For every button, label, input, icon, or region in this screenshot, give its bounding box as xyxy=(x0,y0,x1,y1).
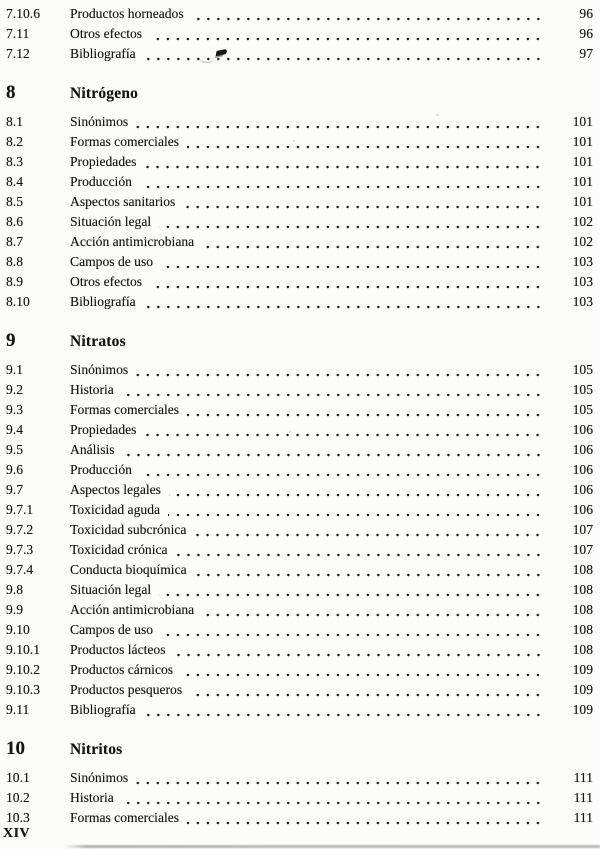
toc-entry-title: Formas comerciales xyxy=(70,402,180,417)
toc-entry-page: 101 xyxy=(572,194,593,209)
toc-entry xyxy=(6,788,593,808)
dot-leader xyxy=(123,453,543,457)
scan-speck xyxy=(436,114,439,116)
toc-entry-page: 96 xyxy=(579,26,593,41)
toc-entry-page: 102 xyxy=(572,214,593,229)
toc-entry xyxy=(6,400,593,420)
toc-entry-page: 106 xyxy=(572,442,593,457)
toc-entry xyxy=(6,660,593,680)
toc-section-heading xyxy=(6,330,593,352)
toc-entry-number: 9.4 xyxy=(6,422,23,437)
toc-entry xyxy=(6,620,593,640)
toc-entry xyxy=(6,600,593,620)
toc-entry xyxy=(6,192,593,212)
toc-entry-page: 108 xyxy=(572,602,593,617)
toc-entry-title: Formas comerciales xyxy=(70,134,180,149)
dot-leader xyxy=(187,821,543,825)
toc-entry-title: Campos de uso xyxy=(70,622,154,637)
dot-leader xyxy=(187,145,543,149)
toc-entry-page: 101 xyxy=(572,134,593,149)
scan-speck xyxy=(289,431,291,433)
toc-entry xyxy=(6,480,593,500)
toc-entry-number: 8.5 xyxy=(6,194,23,209)
toc-entry-title: Acción antimicrobiana xyxy=(70,234,195,249)
toc-entry xyxy=(6,640,593,660)
toc-entry-title: Historia xyxy=(70,790,114,805)
toc-entry-title: Aspectos legales xyxy=(70,482,161,497)
toc-entry-title: Historia xyxy=(70,382,114,397)
dot-leader xyxy=(144,165,543,169)
toc-entry-title: Toxicidad aguda xyxy=(70,502,161,517)
section-title: Nitritos xyxy=(70,741,123,758)
toc-entry-page: 106 xyxy=(572,502,593,517)
toc-entry xyxy=(6,112,593,132)
toc-entry-title: Otros efectos xyxy=(70,274,143,289)
toc-entry-number: 10.1 xyxy=(6,770,30,785)
toc-entry-page: 106 xyxy=(572,482,593,497)
toc-entry-page: 101 xyxy=(572,114,593,129)
toc-entry-page: 105 xyxy=(572,382,593,397)
toc-entry-title: Sinónimos xyxy=(70,770,129,785)
toc-entry-page: 107 xyxy=(572,522,593,537)
toc-entry-number: 9.9 xyxy=(6,602,23,617)
toc-entry xyxy=(6,500,593,520)
toc-entry-page: 102 xyxy=(572,234,593,249)
toc-entry-number: 9.3 xyxy=(6,402,23,417)
toc-entry-title: Bibliografía xyxy=(70,294,136,309)
toc-entry-page: 96 xyxy=(579,6,593,21)
toc-entry-page: 111 xyxy=(573,810,593,825)
toc-section-heading xyxy=(6,738,593,760)
toc-entry-title: Productos pesqueros xyxy=(70,682,183,697)
toc-entry-title: Bibliografía xyxy=(70,46,136,61)
dot-leader xyxy=(159,225,543,229)
toc-entry xyxy=(6,232,593,252)
toc-entry xyxy=(6,520,593,540)
scan-edge-bar xyxy=(65,845,600,848)
dot-leader xyxy=(176,553,543,557)
toc-entry-title: Conducta bioquímica xyxy=(70,562,187,577)
toc-entry-page: 106 xyxy=(572,462,593,477)
toc-entry-page: 108 xyxy=(572,562,593,577)
toc-entry xyxy=(6,420,593,440)
dot-leader xyxy=(140,473,543,477)
dot-leader xyxy=(161,633,543,637)
toc-section-heading xyxy=(6,82,593,104)
toc-entry-title: Propiedades xyxy=(70,422,137,437)
toc-entry-page: 108 xyxy=(572,642,593,657)
toc-entry xyxy=(6,380,593,400)
toc-entry-title: Propiedades xyxy=(70,154,137,169)
dot-leader xyxy=(202,245,543,249)
toc-entry-number: 8.2 xyxy=(6,134,23,149)
scan-speck xyxy=(293,140,295,142)
toc-entry-number: 8.7 xyxy=(6,234,23,249)
toc-entry-title: Bibliografía xyxy=(70,702,136,717)
toc-entry-page: 101 xyxy=(572,154,593,169)
toc-entry-number: 9.7.3 xyxy=(6,542,34,557)
toc-entry-page: 101 xyxy=(572,174,593,189)
toc-entry xyxy=(6,252,593,272)
dot-leader xyxy=(161,265,543,269)
dot-leader xyxy=(187,413,543,417)
toc-entry-number: 8.4 xyxy=(6,174,23,189)
toc-entry-title: Campos de uso xyxy=(70,254,154,269)
dot-leader xyxy=(144,305,543,309)
toc-entry-title: Análisis xyxy=(70,442,115,457)
toc-entry-number: 8.9 xyxy=(6,274,23,289)
toc-entry xyxy=(6,292,593,312)
dot-leader xyxy=(150,37,543,41)
dot-leader xyxy=(144,433,543,437)
toc-entry xyxy=(6,808,593,828)
toc-entry xyxy=(6,360,593,380)
toc-entry-number: 8.3 xyxy=(6,154,23,169)
toc-entry-page: 97 xyxy=(579,46,593,61)
toc-entry-title: Aspectos sanitarios xyxy=(70,194,176,209)
dot-leader xyxy=(190,693,543,697)
toc-entry-number: 10.2 xyxy=(6,790,30,805)
toc-entry-number: 8.8 xyxy=(6,254,23,269)
toc-entry xyxy=(6,700,593,720)
dot-leader xyxy=(174,653,543,657)
toc-entry xyxy=(6,460,593,480)
toc-entry xyxy=(6,44,593,64)
toc-entry-number: 9.8 xyxy=(6,582,23,597)
toc-entry-page: 109 xyxy=(572,662,593,677)
toc-entry-page: 108 xyxy=(572,622,593,637)
dot-leader xyxy=(136,125,543,129)
toc-entry-page: 108 xyxy=(572,582,593,597)
toc-entry-number: 8.1 xyxy=(6,114,23,129)
dot-leader xyxy=(122,801,543,805)
dot-leader xyxy=(144,713,543,717)
dot-leader xyxy=(150,285,543,289)
toc-entry-number: 9.6 xyxy=(6,462,23,477)
toc-entry-page: 109 xyxy=(572,682,593,697)
toc-entry-title: Toxicidad subcrónica xyxy=(70,522,187,537)
toc-entry-number: 9.5 xyxy=(6,442,23,457)
toc-entry-title: Productos cárnicos xyxy=(70,662,174,677)
dot-leader xyxy=(136,781,543,785)
section-number: 8 xyxy=(6,82,16,103)
toc-entry-number: 9.11 xyxy=(6,702,30,717)
toc-entry-title: Productos lácteos xyxy=(70,642,166,657)
dot-leader xyxy=(183,205,543,209)
toc-entry-page: 105 xyxy=(572,402,593,417)
dot-leader xyxy=(195,573,543,577)
toc-entry-title: Toxicidad crónica xyxy=(70,542,168,557)
toc-entry xyxy=(6,132,593,152)
toc-entry xyxy=(6,272,593,292)
page-number-label: XIV xyxy=(3,826,31,841)
toc-entry-page: 106 xyxy=(572,422,593,437)
dot-leader xyxy=(122,393,543,397)
toc-entry-page: 111 xyxy=(573,790,593,805)
toc-entry-number: 9.10.2 xyxy=(6,662,40,677)
toc-entry-page: 103 xyxy=(572,254,593,269)
toc-entry-page: 107 xyxy=(572,542,593,557)
toc-entry-number: 9.10 xyxy=(6,622,30,637)
toc-entry xyxy=(6,4,593,24)
toc-entry-page: 105 xyxy=(572,362,593,377)
dot-leader xyxy=(194,533,543,537)
toc-entry-title: Formas comerciales xyxy=(70,810,180,825)
section-title: Nitratos xyxy=(70,333,126,350)
dot-leader xyxy=(136,373,543,377)
toc-entry xyxy=(6,152,593,172)
toc-entry xyxy=(6,680,593,700)
toc-entry-number: 9.7.1 xyxy=(6,502,34,517)
toc-entry-page: 103 xyxy=(572,294,593,309)
dot-leader xyxy=(181,673,543,677)
dot-leader xyxy=(169,493,543,497)
toc-entry-number: 7.12 xyxy=(6,46,30,61)
toc-entry xyxy=(6,768,593,788)
toc-entry-number: 8.6 xyxy=(6,214,23,229)
toc-entry-title: Otros efectos xyxy=(70,26,143,41)
toc-entry-page: 103 xyxy=(572,274,593,289)
toc-entry xyxy=(6,172,593,192)
toc-entry-title: Situación legal xyxy=(70,582,152,597)
section-title: Nitrógeno xyxy=(70,85,139,102)
dot-leader xyxy=(140,185,543,189)
dot-leader xyxy=(202,613,543,617)
toc-entry-page: 111 xyxy=(573,770,593,785)
toc-entry-number: 9.7.4 xyxy=(6,562,34,577)
toc-entry-title: Sinónimos xyxy=(70,114,129,129)
toc-entry-title: Acción antimicrobiana xyxy=(70,602,195,617)
dot-leader xyxy=(168,513,543,517)
toc-entry-number: 7.10.6 xyxy=(6,6,40,21)
toc-entry-number: 8.10 xyxy=(6,294,30,309)
dot-leader xyxy=(159,593,543,597)
toc-entry xyxy=(6,440,593,460)
toc-entry-number: 10.3 xyxy=(6,810,30,825)
toc-entry-number: 9.1 xyxy=(6,362,23,377)
toc-entry xyxy=(6,580,593,600)
toc-entry-number: 9.10.3 xyxy=(6,682,40,697)
section-number: 10 xyxy=(6,738,25,759)
toc-entry xyxy=(6,24,593,44)
toc-entry-title: Sinónimos xyxy=(70,362,129,377)
toc-entry-number: 9.10.1 xyxy=(6,642,40,657)
toc-entry xyxy=(6,540,593,560)
toc-entry-number: 9.2 xyxy=(6,382,23,397)
toc-entry-number: 7.11 xyxy=(6,26,30,41)
toc-entry-title: Situación legal xyxy=(70,214,152,229)
dot-leader xyxy=(192,17,543,21)
toc-entry xyxy=(6,212,593,232)
toc-entry-number: 9.7 xyxy=(6,482,23,497)
toc-entry-number: 9.7.2 xyxy=(6,522,34,537)
toc-entry-title: Producción xyxy=(70,174,132,189)
toc-entry-title: Productos horneados xyxy=(70,6,184,21)
toc-entry-page: 109 xyxy=(572,702,593,717)
section-number: 9 xyxy=(6,330,16,351)
toc-entry-title: Producción xyxy=(70,462,132,477)
toc-entry xyxy=(6,560,593,580)
